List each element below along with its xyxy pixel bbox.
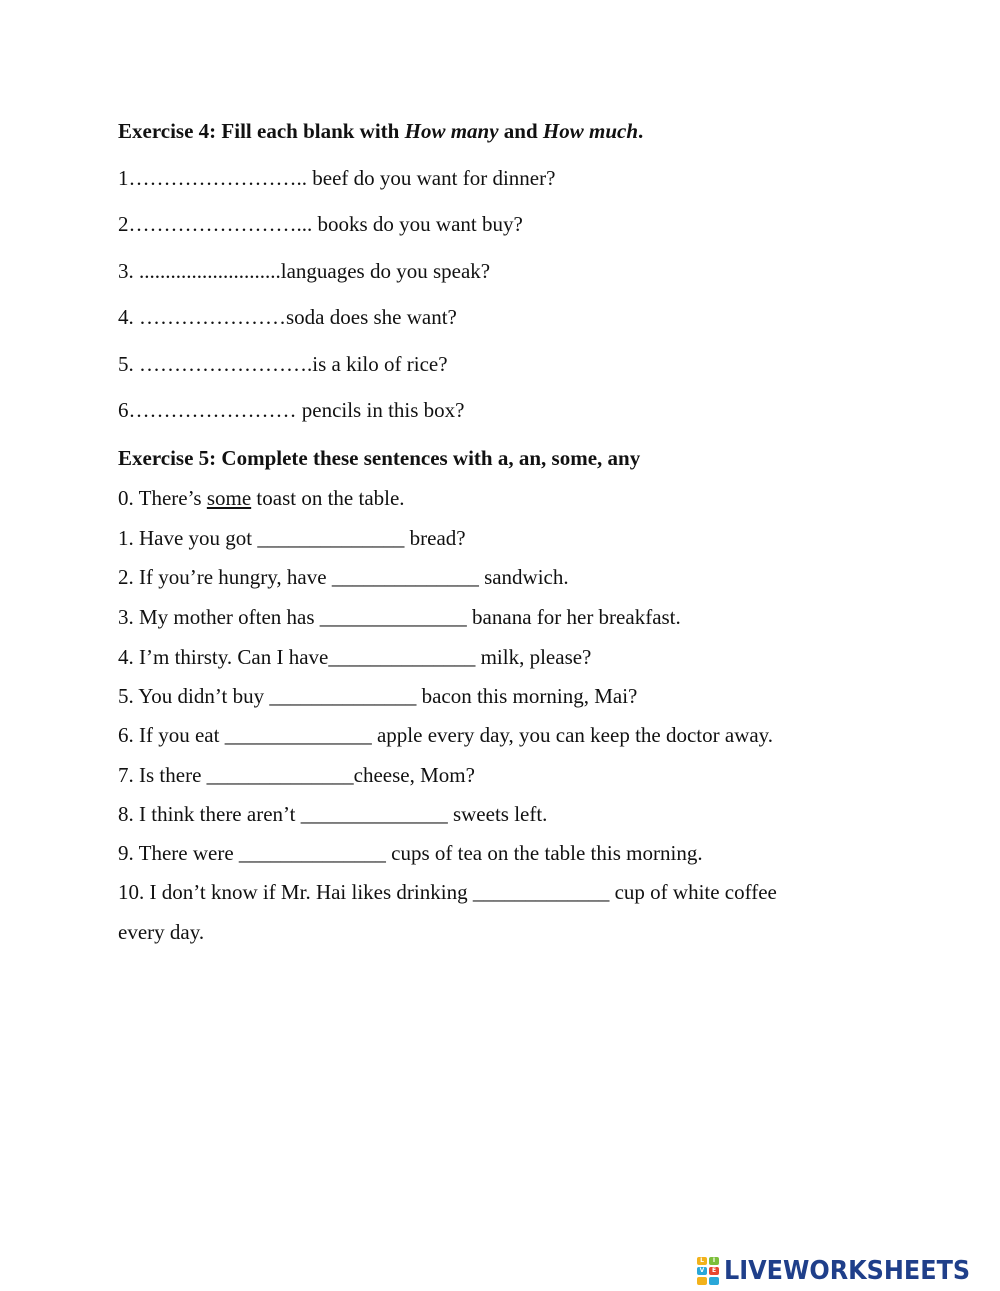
exercise-4-item-3: 3. ...........................languages do you speak?	[118, 259, 491, 283]
exercise-5-item-5: 5. You didn’t buy ______________ bacon this morning, Mai?	[118, 684, 638, 708]
exercise-4-heading-prefix: Exercise 4: Fill each blank with	[118, 119, 405, 143]
exercise-4-item-2: 2……………………... books do you want buy?	[118, 212, 523, 236]
exercise-4-heading-how-many: How many	[404, 119, 499, 143]
exercise-5-item-10: 10. I don’t know if Mr. Hai likes drinking _____________ cup of white coffee	[118, 880, 777, 904]
liveworksheets-logo	[697, 1253, 992, 1289]
exercise-5-item-10-continuation: every day.	[118, 920, 205, 944]
exercise-5-item-8: 8. I think there aren’t ______________ sweets left.	[118, 802, 548, 826]
logo-mark-tile-l: L	[697, 1257, 707, 1265]
exercise-5-example	[118, 485, 405, 511]
exercise-4-heading-how-much: How much	[542, 119, 639, 143]
liveworksheets-logo-mark-icon	[697, 1257, 719, 1285]
exercise-4-item-5: 5. …………………….is a kilo of rice?	[118, 352, 448, 376]
logo-mark-tile-blank-2	[709, 1277, 719, 1285]
exercise-4-item-4: 4. …………………soda does she want?	[118, 305, 457, 329]
exercise-4-item-1: 1…………………….. beef do you want for dinner?	[118, 166, 556, 190]
exercise-5-example-answer: some	[206, 486, 252, 510]
exercise-4-heading	[118, 118, 643, 144]
exercise-5-item-6: 6. If you eat ______________ apple every day, you can keep the doctor away.	[118, 723, 774, 747]
exercise-5-example-prefix: 0. There’s	[118, 486, 207, 510]
exercise-5-example-suffix: toast on the table.	[251, 486, 405, 510]
exercise-4-item-6: 6…………………… pencils in this box?	[118, 398, 465, 422]
liveworksheets-logo-text: LIVEWORKSHEETS	[724, 1256, 971, 1286]
exercise-5-heading: Exercise 5: Complete these sentences with a, an, some, any	[118, 446, 641, 470]
exercise-5-item-7: 7. Is there ______________cheese, Mom?	[118, 763, 475, 787]
exercise-5-item-1: 1. Have you got ______________ bread?	[118, 526, 466, 550]
logo-mark-tile-blank-1	[697, 1277, 707, 1285]
logo-mark-tile-e: E	[709, 1267, 719, 1275]
logo-mark-tile-v: V	[697, 1267, 707, 1275]
exercise-5-item-9: 9. There were ______________ cups of tea on the table this morning.	[118, 841, 703, 865]
exercise-5-item-4: 4. I’m thirsty. Can I have______________ milk, please?	[118, 645, 592, 669]
exercise-4-heading-mid: and	[498, 119, 543, 143]
exercise-5-item-3: 3. My mother often has ______________ banana for her breakfast.	[118, 605, 681, 629]
exercise-4-heading-end: .	[638, 119, 644, 143]
exercise-5-item-2: 2. If you’re hungry, have ______________ sandwich.	[118, 565, 569, 589]
logo-mark-tile-i: I	[709, 1257, 719, 1265]
